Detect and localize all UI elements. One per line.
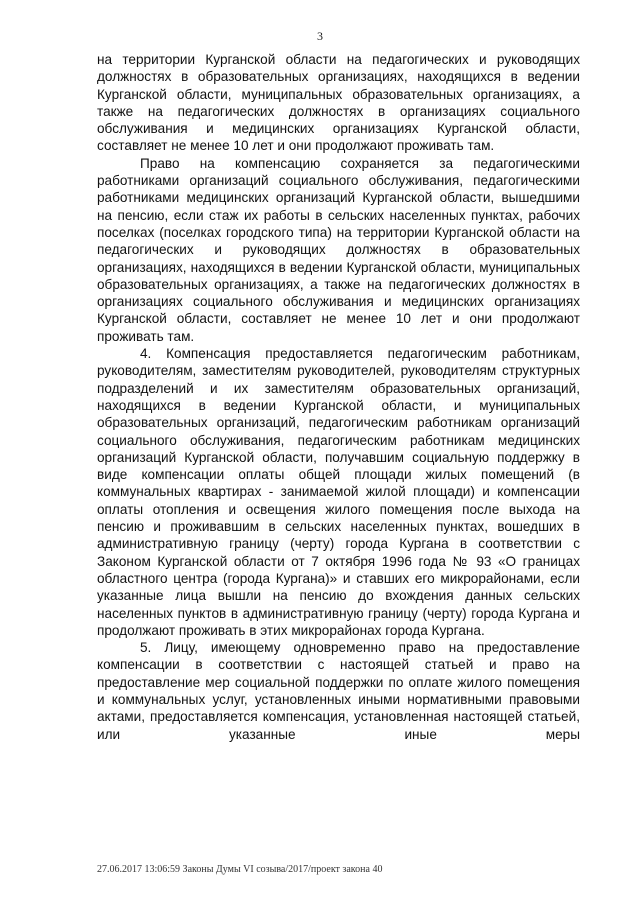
document-footer: 27.06.2017 13:06:59 Законы Думы VI созыва/2017/проект закона 40 [97, 864, 383, 875]
paragraph-clause-4: 4. Компенсация предоставляется педагогическим работникам, руководителям, заместителям руководителей, руководителям структурных подразделений и их заместителям образовательных организаций, находящихся в ведении Курганской области, и муниципальных образовательных организаций, педагогическим работникам организаций социального обслуживания, педагогическим работникам медицинских организаций Курганской области, получавшим социальную поддержку в виде компенсации оплаты общей площади жилых помещений (в коммунальных квартирах - занимаемой жилой площади) и компенсации оплаты отопления и освещения жилого помещения после выхода на пенсию и проживавшим в сельских населенных пунктах, вошедших в административную границу (черту) города Кургана в соответствии с Законом Курганской области от 7 октября 1996 года № 93 «О границах областного центра (города Кургана)» и ставших его микрорайонами, если указанные лица вышли на пенсию до вхождения данных сельских населенных пунктов в административную границу (черту) города Кургана и продолжают проживать в этих микрорайонах города Кургана. [97, 346, 580, 638]
paragraph-compensation-retained: Право на компенсацию сохраняется за педагогическими работниками организаций социального обслуживания, педагогическими работниками медицинских организаций Курганской области, вышедшими на пенсию, если стаж их работы в сельских населенных пунктах, рабочих поселках (поселках городского типа) на территории Курганской области на педагогических и руководящих должностях в образовательных организациях, находящихся в ведении Курганской области, муниципальных образовательных организациях, а также на педагогических должностях в организациях социального обслуживания и медицинских организациях Курганской области, составляет не менее 10 лет и они продолжают проживать там. [97, 155, 580, 344]
paragraph-clause-5: 5. Лицу, имеющему одновременно право на предоставление компенсации в соответствии с настоящей статьей и право на предоставление мер социальной поддержки по оплате жилого помещения и коммунальных услуг, установленных иными нормативными правовыми актами, предоставляется компенсация, установленная настоящей статьей, или указанные иные меры [97, 640, 580, 742]
document-body [97, 51, 580, 743]
page-number: 3 [317, 29, 323, 43]
paragraph-continuation: на территории Курганской области на педагогических и руководящих должностях в образовательных организациях, находящихся в ведении Курганской области, муниципальных образовательных организациях, а также на педагогических должностях в организациях социального обслуживания и медицинских организациях Курганской области, составляет не менее 10 лет и они продолжают проживать там. [97, 52, 580, 154]
